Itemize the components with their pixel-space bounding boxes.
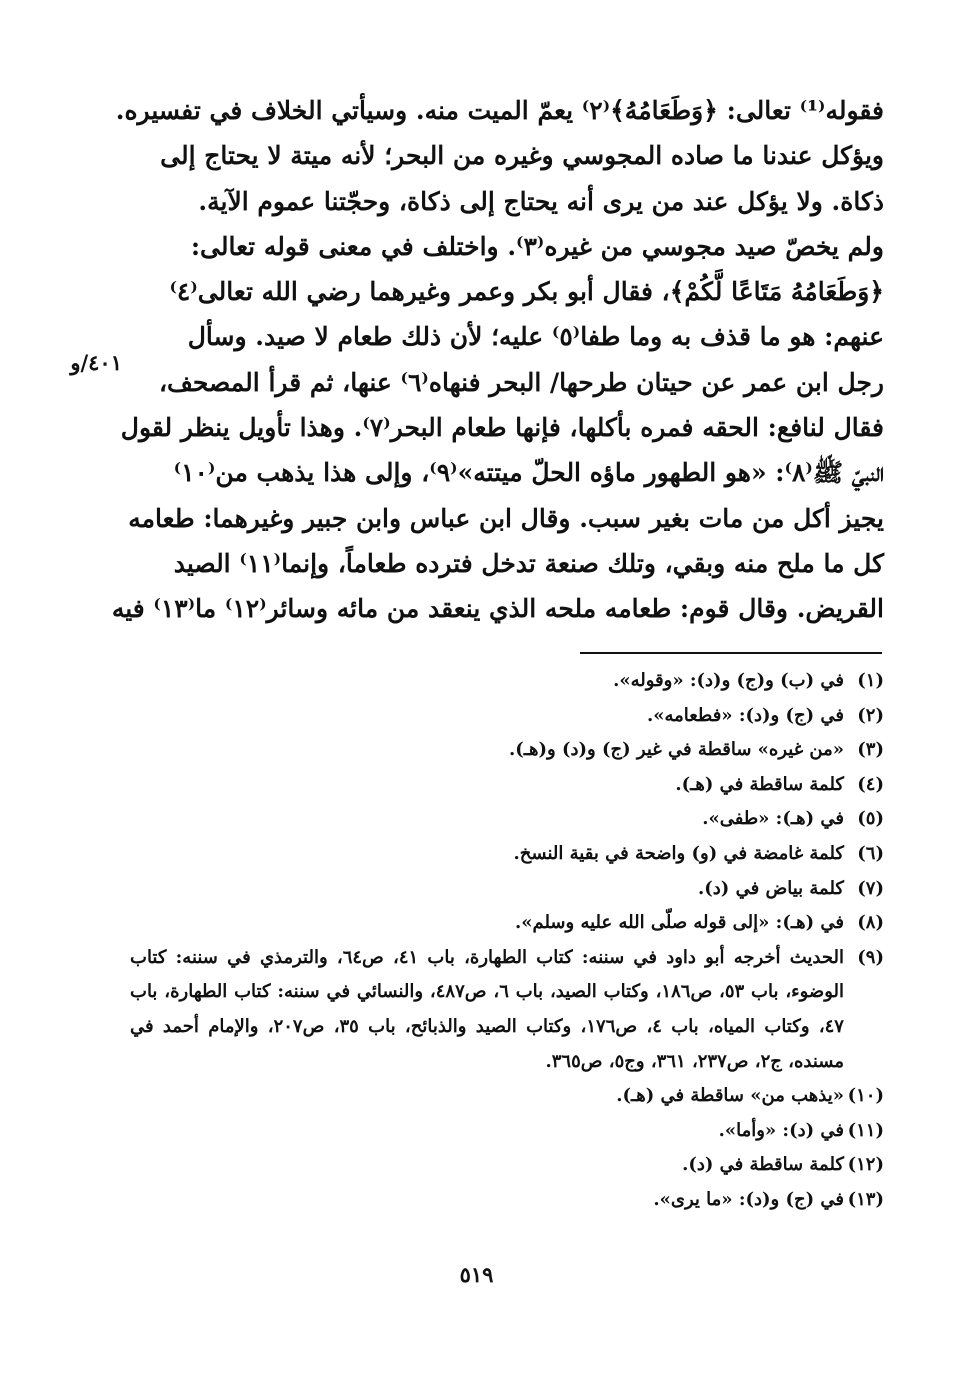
main-text-line: ولم يخصّ صيد مجوسي من غيره⁽٣⁾. واختلف في معنى قوله تعالى: <box>190 231 884 261</box>
footnote <box>130 906 884 941</box>
footnote <box>130 1148 884 1183</box>
footnote-number: (٥) <box>857 808 884 830</box>
footnote-number: (١٠) <box>847 1085 884 1107</box>
footnote-number: (٨) <box>857 912 884 934</box>
footnote-text: كلمة ساقطة في (د). <box>682 1154 844 1176</box>
page-number: ٥١٩ <box>459 1262 494 1287</box>
footnote <box>130 1079 884 1114</box>
footnote <box>130 872 884 907</box>
main-text-line: يجيز أكل من مات بغير سبب. وقال ابن عباس وابن جبير وغيرهما: طعامه <box>128 503 884 533</box>
footnote-number: (٧) <box>857 877 884 899</box>
footnote-text: كلمة ساقطة في (هـ). <box>675 773 844 795</box>
footnote <box>130 837 884 872</box>
footnote-separator <box>580 652 882 654</box>
main-text-line: كل ما ملح منه وبقي، وتلك صنعة تدخل فترده طعاماً، وإنما⁽١١⁾ الصيد <box>173 548 884 578</box>
main-text-line: ويؤكل عندنا ما صاده المجوسي وغيره من البحر؛ لأنه ميتة لا يحتاج إلى <box>160 141 884 171</box>
footnote <box>130 1183 884 1218</box>
footnote-number: (٦) <box>857 842 884 864</box>
footnote-text: في (هـ): «إلى قوله صلّى الله عليه وسلم». <box>514 912 844 934</box>
main-text-line: ﴿وَطَعَامُهُ مَتَاعًا لَّكُمْ﴾، فقال أبو بكر وعمر وغيرهما رضي الله تعالى⁽٤⁾ <box>169 277 884 307</box>
main-text-line: القريض. وقال قوم: طعامه ملحه الذي ينعقد من مائه وسائر⁽١٢⁾ ما⁽١٣⁾ فيه <box>111 594 884 624</box>
footnote <box>130 1114 884 1149</box>
main-text-line: رجل ابن عمر عن حيتان طرحها/ البحر فنهاه⁽٦⁾ عنها، ثم قرأ المصحف، <box>158 367 884 397</box>
footnote-text: في (ج) و(د): «ما يرى». <box>653 1188 844 1210</box>
footnote-text: كلمة غامضة في (و) واضحة في بقية النسخ. <box>513 842 844 864</box>
footnote <box>130 699 884 734</box>
footnote-number: (٤) <box>857 773 884 795</box>
footnote <box>130 802 884 837</box>
footnote-text: في (ب) و(ج) و(د): «وقوله». <box>613 670 844 691</box>
footnote <box>130 941 884 1079</box>
footnote-number: (٣) <box>857 739 884 761</box>
main-text-line: ذكاة. ولا يؤكل عند من يرى أنه يحتاج إلى ذكاة، وحجّتنا عموم الآية. <box>198 186 884 216</box>
main-text-block <box>111 88 884 632</box>
footnote-text: في (د): «وأما». <box>718 1119 844 1141</box>
footnote-text: «من غيره» ساقطة في غير (ج) و(د) و(هـ). <box>508 739 844 761</box>
footnote-number: (٩) <box>857 946 884 968</box>
footnote-text: الحديث أخرجه أبو داود في سننه: كتاب الطهارة، باب ٤١، ص٦٤، والترمذي في سننه: كتاب الوضوء، باب ٥٣، ص١٨٦، وكتاب الصيد، باب ٦، ص٤٨٧، والنسائي في سننه: كتاب الطهارة، باب ٤٧، وكتاب المياه، باب ٤، ص١٧٦، وكتاب الصيد والذبائح، باب ٣٥، ص٢٠٧، والإمام أحمد في مسنده، ج٢، ص٢٣٧، ٣٦١، وج٥، ص٣٦٥. <box>130 946 844 1072</box>
footnote-number: (١٣) <box>847 1188 884 1210</box>
footnote-text: في (ج) و(د): «فطعامه». <box>646 704 844 726</box>
footnote-number: (١٢) <box>847 1154 884 1176</box>
footnote <box>130 733 884 768</box>
footnotes-section <box>130 664 884 1218</box>
footnote <box>130 768 884 803</box>
main-text-line: عنهم: هو ما قذف به وما طفا⁽٥⁾ عليه؛ لأن ذلك طعام لا صيد. وسأل <box>187 322 884 352</box>
main-text-line: فقال لنافع: الحقه فمره بأكلها، فإنها طعام البحر⁽٧⁾. وهذا تأويل ينظر لقول <box>120 413 884 443</box>
main-text-line: النبيّ ﷺ⁽٨⁾: «هو الطهور ماؤه الحلّ ميتته»⁽٩⁾، وإلى هذا يذهب من⁽١٠⁾ <box>173 458 884 488</box>
footnote-text: «يذهب من» ساقطة في (هـ). <box>616 1085 844 1107</box>
footnote <box>130 664 884 699</box>
footnote-number: (١١) <box>847 1119 884 1141</box>
footnote-number: (٢) <box>857 704 884 726</box>
footnote-text: كلمة بياض في (د). <box>698 877 844 899</box>
manuscript-folio-marker: ٤٠١/و <box>70 350 122 375</box>
footnote-number: (١) <box>857 670 884 691</box>
main-text-line: فقوله⁽¹⁾ تعالى: ﴿وَطَعَامُهُ﴾⁽٢⁾ يعمّ الميت منه. وسيأتي الخلاف في تفسيره. <box>115 96 884 125</box>
footnote-text: في (هـ): «طفى». <box>702 808 844 830</box>
